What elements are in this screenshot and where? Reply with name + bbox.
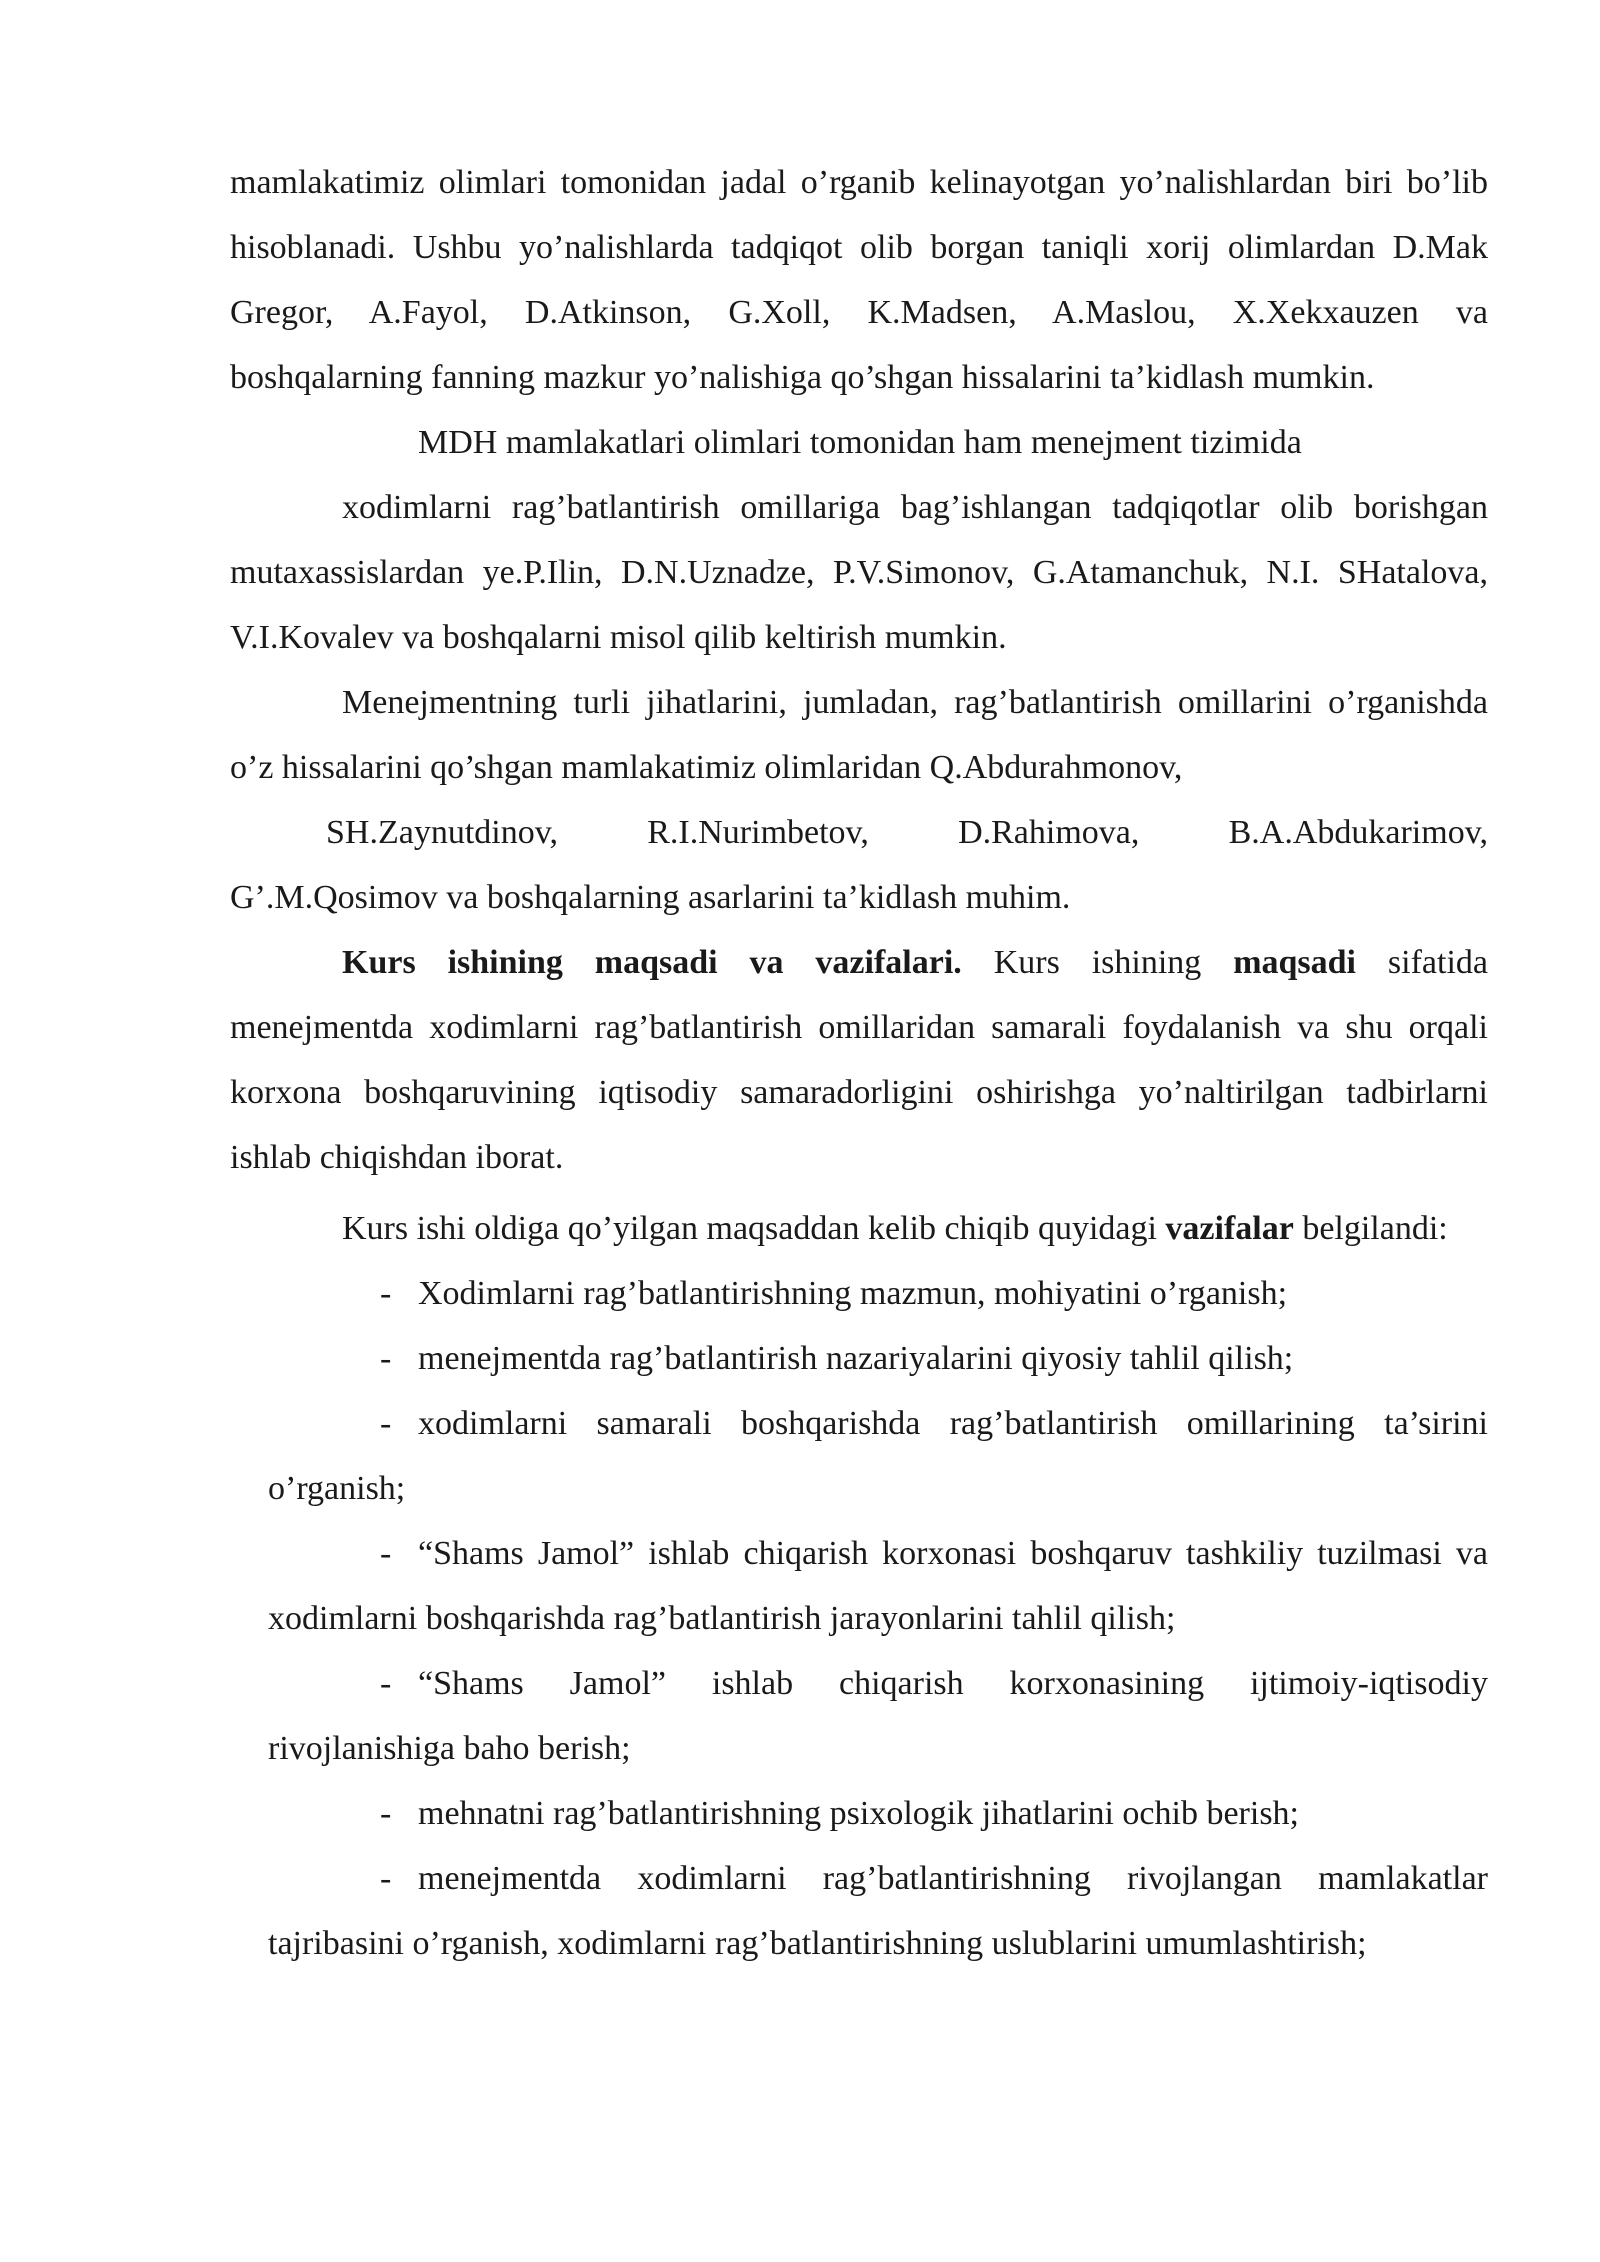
list-item [230,1651,1488,1781]
paragraph-local-scholars: Menejmentning turli jihatlarini, jumladan, rag’batlantirish omillarini o’rganishda o’z hissalarini qo’shgan mamlakatimiz olimlaridan Q.Abdurahmonov, [230,684,1488,786]
dash-marker: - [380,1860,392,1897]
goal-text-a: Kurs ishining [961,944,1234,981]
dash-marker: - [380,1405,392,1442]
list-item [230,1391,1488,1521]
dash-marker: - [380,1795,392,1832]
paragraph-goal [230,930,1488,1190]
tasks-text-a: Kurs ishi oldiga qo’yilgan maqsaddan kelib chiqib quyidagi [342,1210,1166,1247]
goal-keyword: maqsadi [1233,944,1357,981]
list-item [230,1261,1488,1326]
dash-marker: - [380,1535,392,1572]
list-item [230,1781,1488,1846]
task-list [230,1261,1488,1976]
goal-text-b: sifatida menejmentda xodimlarni rag’batlantirish omillaridan samarali foydalanish va shu orqali korxona boshqaruvining iqtisodiy samaradorligini oshirishga yo’naltirilgan tadbirlarni ishlab chiqishdan iborat. [230,944,1488,1176]
list-item [230,1846,1488,1976]
list-item-text: “Shams Jamol” ishlab chiqarish korxonasi boshqaruv tashkiliy tuzilmasi va xodimlarni boshqarishda rag’batlantirish jarayonlarini tahlil qilish; [268,1535,1488,1637]
list-item-text: “Shams Jamol” ishlab chiqarish korxonasining ijtimoiy-iqtisodiy rivojlanishiga baho berish; [268,1665,1488,1767]
dash-marker: - [380,1665,392,1702]
document-page [230,150,1488,1976]
tasks-keyword: vazifalar [1165,1210,1294,1247]
tasks-text-b: belgilandi: [1293,1210,1448,1247]
dash-marker: - [380,1275,392,1312]
paragraph-local-scholars-end: G’.M.Qosimov va boshqalarning asarlarini ta’kidlash muhim. [230,879,1071,916]
dash-marker: - [380,1340,392,1377]
list-item [230,1326,1488,1391]
list-item-text: xodimlarni samarali boshqarishda rag’batlantirish omillarining ta’sirini o’rganish; [268,1405,1488,1507]
list-item-text: Xodimlarni rag’batlantirishning mazmun, mohiyatini o’rganish; [418,1275,1288,1312]
paragraph-cis-scholars-line1: MDH mamlakatlari olimlari tomonidan ham menejment tizimida [418,424,1302,461]
paragraph-cis-scholars: xodimlarni rag’batlantirish omillariga bag’ishlangan tadqiqotlar olib borishgan mutaxassislardan ye.P.Ilin, D.N.Uznadze, P.V.Simonov, G.Atamanchuk, N.I. SHatalova, V.I.Kovalev va boshqalarni misol qilib keltirish mumkin. [230,489,1488,656]
goal-heading: Kurs ishining maqsadi va vazifalari. [342,944,962,981]
list-item [230,1521,1488,1651]
list-item-text: mehnatni rag’batlantirishning psixologik jihatlarini ochib berish; [418,1795,1299,1832]
paragraph-local-scholars-names: SH.Zaynutdinov, R.I.Nurimbetov, D.Rahimova, B.A.Abdukarimov, [326,814,1488,851]
paragraph-foreign-scholars: mamlakatimiz olimlari tomonidan jadal o’rganib kelinayotgan yo’nalishlardan biri bo’lib hisoblanadi. Ushbu yo’nalishlarda tadqiqot olib borgan taniqli xorij olimlardan D.Mak Gregor, A.Fayol, D.Atkinson, G.Xoll, K.Madsen, A.Maslou, X.Xekxauzen va boshqalarning fanning mazkur yo’nalishiga qo’shgan hissalarini ta’kidlash mumkin. [230,164,1488,396]
paragraph-tasks-intro [230,1196,1488,1261]
list-item-text: menejmentda xodimlarni rag’batlantirishning rivojlangan mamlakatlar tajribasini o’rganish, xodimlarni rag’batlantirishning uslublarini umumlashtirish; [268,1860,1488,1962]
list-item-text: menejmentda rag’batlantirish nazariyalarini qiyosiy tahlil qilish; [418,1340,1294,1377]
